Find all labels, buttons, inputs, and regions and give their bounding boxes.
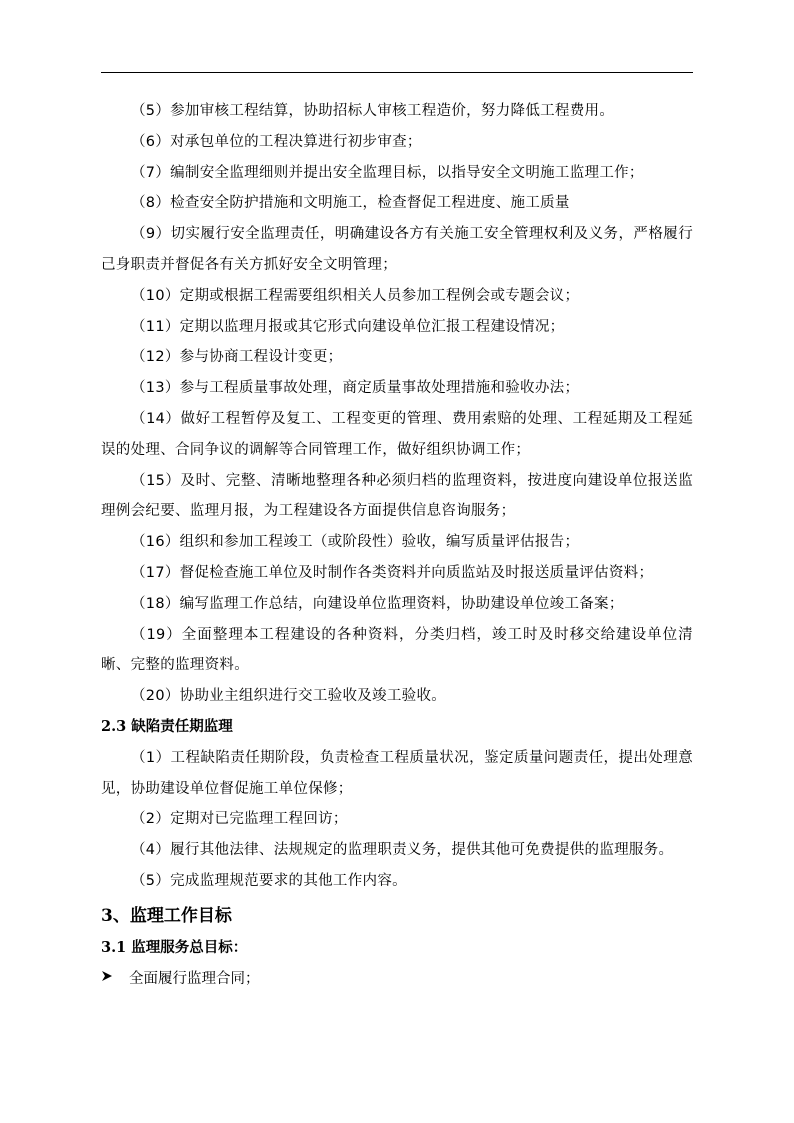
list-item: （14）做好工程暂停及复工、工程变更的管理、费用索赔的处理、工程延期及工程延误的处理、合同争议的调解等合同管理工作，做好组织协调工作； (101, 410, 693, 458)
section-heading-3-1: 3.1 监理服务总目标： (101, 938, 248, 956)
bullet-text: 全面履行监理合同； (129, 970, 260, 987)
list-item: （10）定期或根据工程需要组织相关人员参加工程例会或专题会议； (131, 287, 580, 304)
list-item: （17）督促检查施工单位及时制作各类资料并向质监站及时报送质量评估资料； (131, 564, 654, 581)
section-heading-2-3: 2.3 缺陷责任期监理 (101, 717, 233, 735)
list-item: （11）定期以监理月报或其它形式向建设单位汇报工程建设情况； (131, 318, 565, 335)
list-item: （20）协助业主组织进行交工验收及竣工验收。 (131, 688, 447, 705)
list-item: （8）检查安全防护措施和文明施工，检查督促工程进度、施工质量 (131, 195, 570, 212)
list-item: （13）参与工程质量事故处理，商定质量事故处理措施和验收办法； (131, 380, 580, 397)
list-item: （18）编写监理工作总结，向建设单位监理资料，协助建设单位竣工备案； (131, 595, 624, 612)
list-item: （12）参与协商工程设计变更； (131, 349, 343, 366)
list-item: （7）编制安全监理细则并提出安全监理目标，以指导安全文明施工监理工作； (131, 164, 644, 181)
list-item: （15）及时、完整、清晰地整理各种必须归档的监理资料，按进度向建设单位报送监理例会纪要、监理月报，为工程建设各方面提供信息咨询服务； (101, 472, 693, 520)
list-item: （4）履行其他法律、法规规定的监理职责义务，提供其他可免费提供的监理服务。 (131, 842, 674, 859)
header-rule (101, 72, 693, 73)
list-item: （19）全面整理本工程建设的各种资料，分类归档，竣工时及时移交给建设单位清晰、完整的监理资料。 (101, 626, 693, 674)
list-item: （5）完成监理规范要求的其他工作内容。 (131, 872, 407, 889)
section-heading-3: 3、监理工作目标 (101, 905, 232, 926)
list-item: （16）组织和参加工程竣工（或阶段性）验收，编写质量评估报告； (131, 534, 580, 551)
arrow-right-icon-shape (101, 970, 113, 982)
list-item: （9）切实履行安全监理责任，明确建设各方有关施工安全管理权利及义务，严格履行己身职责并督促各有关方抓好安全文明管理； (101, 226, 693, 273)
list-item: （1）工程缺陷责任期阶段，负责检查工程质量状况，鉴定质量问题责任，提出处理意见，协助建设单位督促施工单位保修； (101, 749, 693, 797)
list-item: （5）参加审核工程结算，协助招标人审核工程造价，努力降低工程费用。 (131, 103, 615, 119)
arrow-right-icon (101, 964, 129, 995)
document-body (101, 96, 693, 994)
list-item: （6）对承包单位的工程决算进行初步审查； (131, 133, 422, 150)
bullet-item (101, 964, 693, 995)
list-item: （2）定期对已完监理工程回访； (131, 811, 348, 828)
